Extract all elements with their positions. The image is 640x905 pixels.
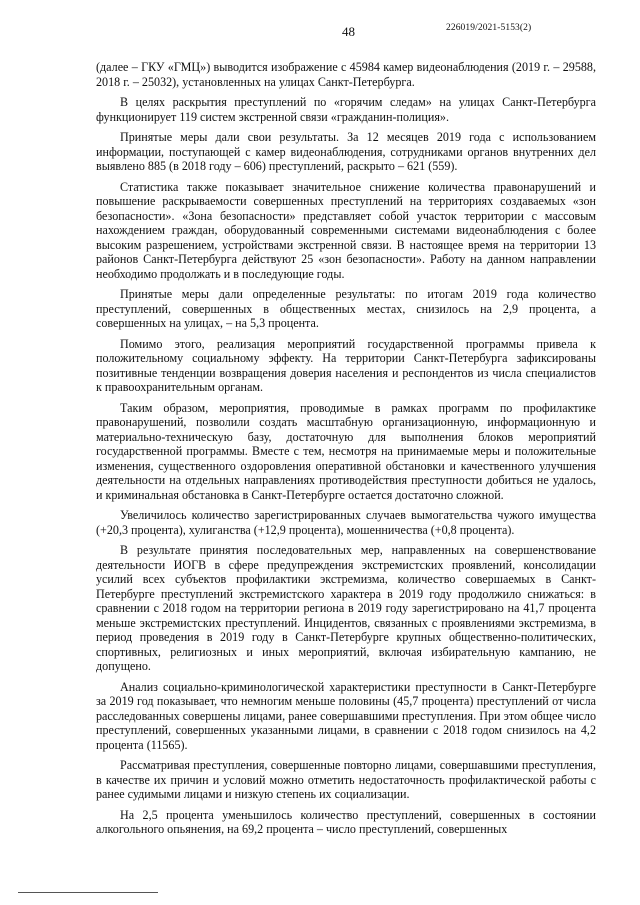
paragraph-7: Таким образом, мероприятия, проводимые в рамках программ по профилактике правонарушений, позволили создать масштабную организационную, информационную и материально-техническую базу, достаточную для выполнения блоков мероприятий государственной программы. Вместе с тем, несмотря на принимаемые меры и положительные изменения, существенного оздоровления оперативной обстановки и качественного улучшения деятельности на отдельных направлениях противодействия преступности добиться не удалось, и криминальная обстановка в Санкт-Петербурге остается достаточно сложной. [96, 400, 596, 502]
paragraph-3: Принятые меры дали свои результаты. За 12 месяцев 2019 года с использованием информации, поступающей с камер видеонаблюдения, сотрудниками органов внутренних дел выявлено 885 (в 2018 году – 606) преступлений, раскрыто – 621 (559). [96, 130, 596, 173]
paragraph-2: В целях раскрытия преступлений по «горячим следам» на улицах Санкт-Петербурга функционирует 119 систем экстренной связи «гражданин-полиция». [96, 95, 596, 124]
bottom-scan-rule [18, 892, 158, 893]
paragraph-1: (далее – ГКУ «ГМЦ») выводится изображение с 45984 камер видеонаблюдения (2019 г. – 29588, 2018 г. – 25032), установленных на улицах Санкт-Петербурга. [96, 60, 596, 89]
paragraph-12: На 2,5 процента уменьшилось количество преступлений, совершенных в состоянии алкогольного опьянения, на 69,2 процента – число преступлений, совершенных [96, 807, 596, 836]
paragraph-10: Анализ социально-криминологической характеристики преступности в Санкт-Петербурге за 2019 год показывает, что немногим меньше половины (45,7 процента) преступлений от числа расследованных совершены лицами, ранее совершавшими преступления. При этом общее число преступлений, совершенных указанными лицами, в сравнении с 2018 годом снизилось на 4,2 процента (11565). [96, 679, 596, 752]
page-number: 48 [342, 24, 355, 39]
paragraph-8: Увеличилось количество зарегистрированных случаев вымогательства чужого имущества (+20,3 процента), хулиганства (+12,9 процента), мошенничества (+0,8 процента). [96, 508, 596, 537]
paragraph-4: Статистика также показывает значительное снижение количества правонарушений и повышение раскрываемости совершенных преступлений на территориях создаваемых «зон безопасности». «Зона безопасности» представляет собой участок территории с массовым нахождением граждан, оборудованный современными системами видеонаблюдения с более высоким разрешением, устройствами экстренной связи. В настоящее время на территории 13 районов Санкт-Петербурга действуют 25 «зон безопасности». Работу на данном направлении необходимо продолжать и в последующие годы. [96, 179, 596, 281]
document-id: 226019/2021-5153(2) [446, 23, 532, 33]
paragraph-6: Помимо этого, реализация мероприятий государственной программы привела к положительному социальному эффекту. На территории Санкт-Петербурга зафиксированы позитивные тенденции возвращения доверия населения и респондентов из числа специалистов к правоохранительным органам. [96, 336, 596, 394]
paragraph-11: Рассматривая преступления, совершенные повторно лицами, совершавшими преступления, в качестве их причин и условий можно отметить недостаточность профилактической работы с ранее судимыми лицами и низкую степень их социализации. [96, 758, 596, 801]
paragraph-9: В результате принятия последовательных мер, направленных на совершенствование деятельности ИОГВ в сфере предупреждения экстремистских проявлений, консолидации усилий всех субъектов профилактики экстремизма, количество совершаемых в Санкт-Петербурге преступлений экстремистского характера в 2019 году продолжило снижаться: в сравнении с 2018 годом на территории региона в 2019 году зарегистрировано на 41,7 процента меньше экстремистских преступлений. Инцидентов, связанных с проявлениями экстремизма, в период проведения в 2019 году в Санкт-Петербурге крупных общественно-политических, спортивных, религиозных и иных мероприятий, включая избирательную кампанию, не допущено. [96, 543, 596, 673]
paragraph-5: Принятые меры дали определенные результаты: по итогам 2019 года количество преступлений, совершенных в общественных местах, снизилось на 2,9 процента, а совершенных на улицах, – на 5,3 процента. [96, 287, 596, 330]
document-body [96, 60, 596, 843]
